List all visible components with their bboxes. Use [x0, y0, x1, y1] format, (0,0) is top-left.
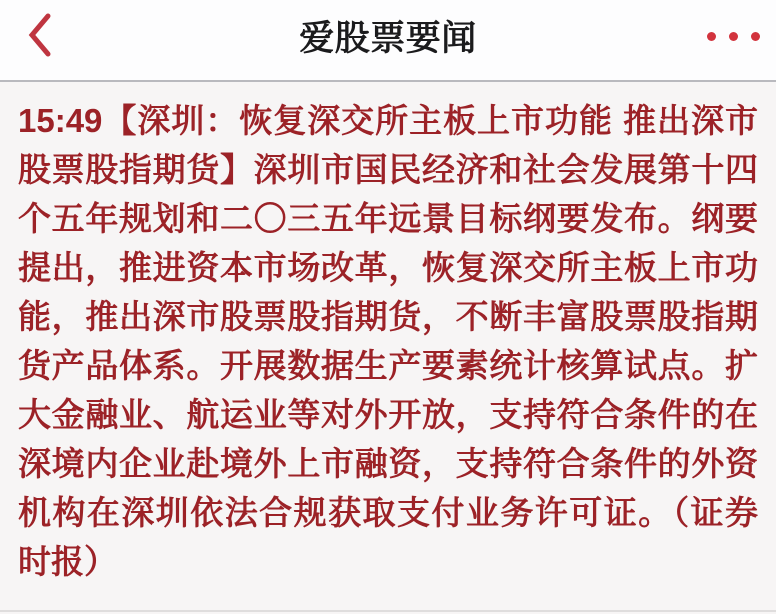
article-line: 15:49【深圳：恢复深交所主板上市功能 推出深市 — [18, 102, 758, 139]
article-line: 深境内企业赴境外上市融资，支持符合条件的外资 — [18, 445, 758, 482]
article-line: 提出，推进资本市场改革，恢复深交所主板上市功 — [18, 249, 758, 286]
more-button[interactable] — [697, 16, 770, 56]
chevron-left-icon — [27, 12, 53, 61]
article-line: 能，推出深市股票股指期货，不断丰富股票股指期 — [18, 298, 758, 335]
header — [0, 0, 776, 82]
page-title: 爱股票要闻 — [299, 19, 477, 58]
ellipsis-icon — [707, 32, 760, 41]
article-line: 个五年规划和二〇三五年远景目标纲要发布。纲要 — [18, 200, 758, 237]
article-line: 大金融业、航运业等对外开放，支持符合条件的在 — [18, 396, 758, 433]
article-line: 机构在深圳依法合规获取支付业务许可证。（证券 — [18, 494, 758, 531]
article-line: 货产品体系。开展数据生产要素统计核算试点。扩 — [18, 347, 758, 384]
article-body — [0, 82, 776, 586]
bottom-divider — [0, 610, 776, 612]
back-button[interactable] — [14, 6, 66, 66]
article-line: 时报） — [18, 543, 117, 580]
article-line: 股票股指期货】深圳市国民经济和社会发展第十四 — [18, 151, 758, 188]
